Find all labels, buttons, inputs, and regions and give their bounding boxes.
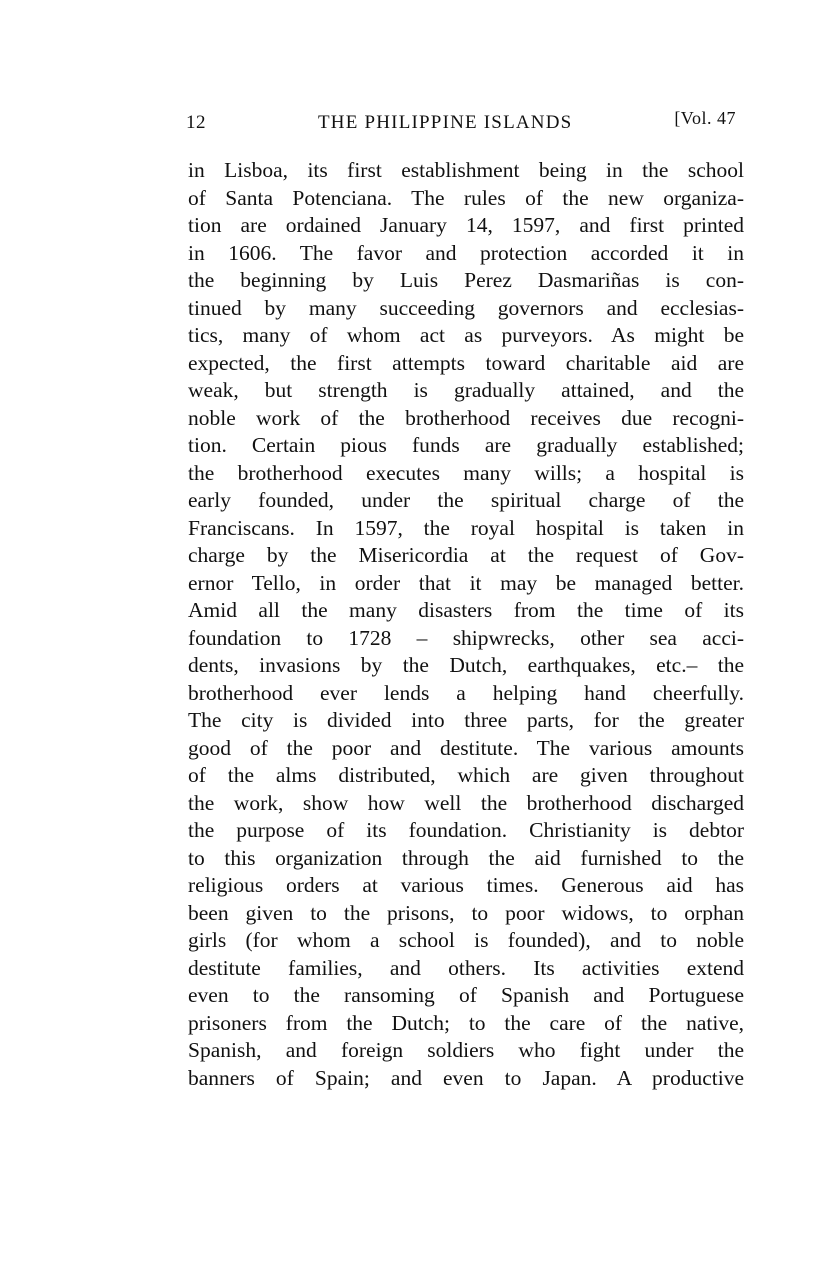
text-line: tion are ordained January 14, 1597, and first printed xyxy=(188,213,744,237)
text-line: religious orders at various times. Generous aid has xyxy=(188,873,744,897)
text-line: Amid all the many disasters from the time of its xyxy=(188,598,744,622)
text-line: banners of Spain; and even to Japan. A productive xyxy=(188,1065,744,1090)
text-line: even to the ransoming of Spanish and Portuguese xyxy=(188,983,744,1007)
text-line: tion. Certain pious funds are gradually established; xyxy=(188,433,744,457)
text-line: in Lisboa, its first establishment being in the school xyxy=(188,158,744,182)
text-line: Franciscans. In 1597, the royal hospital is taken in xyxy=(188,515,744,540)
volume-label: [Vol. 47 xyxy=(674,108,736,128)
text-line: prisoners from the Dutch; to the care of the native, xyxy=(188,1010,744,1035)
text-line: the work, show how well the brotherhood discharged xyxy=(188,790,744,815)
text-line: The city is divided into three parts, for the greater xyxy=(188,708,744,732)
text-line: of the alms distributed, which are given throughout xyxy=(188,763,744,787)
body-text xyxy=(188,157,744,1092)
text-line: Spanish, and foreign soldiers who fight under the xyxy=(188,1038,744,1062)
text-line: weak, but strength is gradually attained, and the xyxy=(188,378,744,402)
text-line: brotherhood ever lends a helping hand cheerfully. xyxy=(188,680,744,705)
text-line: been given to the prisons, to poor widows, to orphan xyxy=(188,900,744,925)
text-line: to this organization through the aid furnished to the xyxy=(188,845,744,870)
text-line: noble work of the brotherhood receives due recogni- xyxy=(188,405,744,430)
book-title: THE PHILIPPINE ISLANDS xyxy=(318,112,573,133)
text-line: the brotherhood executes many wills; a hospital is xyxy=(188,460,744,485)
text-line: tinued by many succeeding governors and ecclesias- xyxy=(188,295,744,320)
page-number: 12 xyxy=(186,112,206,133)
text-line: in 1606. The favor and protection accorded it in xyxy=(188,240,744,265)
running-head xyxy=(186,108,736,142)
text-line: good of the poor and destitute. The various amounts xyxy=(188,735,744,760)
text-line: expected, the first attempts toward charitable aid are xyxy=(188,350,744,375)
text-line: the beginning by Luis Perez Dasmariñas is con- xyxy=(188,268,744,292)
text-line: early founded, under the spiritual charge of the xyxy=(188,488,744,512)
text-line: dents, invasions by the Dutch, earthquakes, etc.– the xyxy=(188,653,744,677)
text-line: the purpose of its foundation. Christianity is debtor xyxy=(188,818,744,842)
text-line: foundation to 1728 – shipwrecks, other sea acci- xyxy=(188,625,744,650)
text-line: tics, many of whom act as purveyors. As might be xyxy=(188,323,744,347)
text-line: of Santa Potenciana. The rules of the new organiza- xyxy=(188,185,744,210)
text-line: charge by the Misericordia at the request of Gov- xyxy=(188,543,744,567)
text-line: girls (for whom a school is founded), and to noble xyxy=(188,928,744,952)
text-line: destitute families, and others. Its activities extend xyxy=(188,955,744,980)
text-line: ernor Tello, in order that it may be managed better. xyxy=(188,570,744,595)
